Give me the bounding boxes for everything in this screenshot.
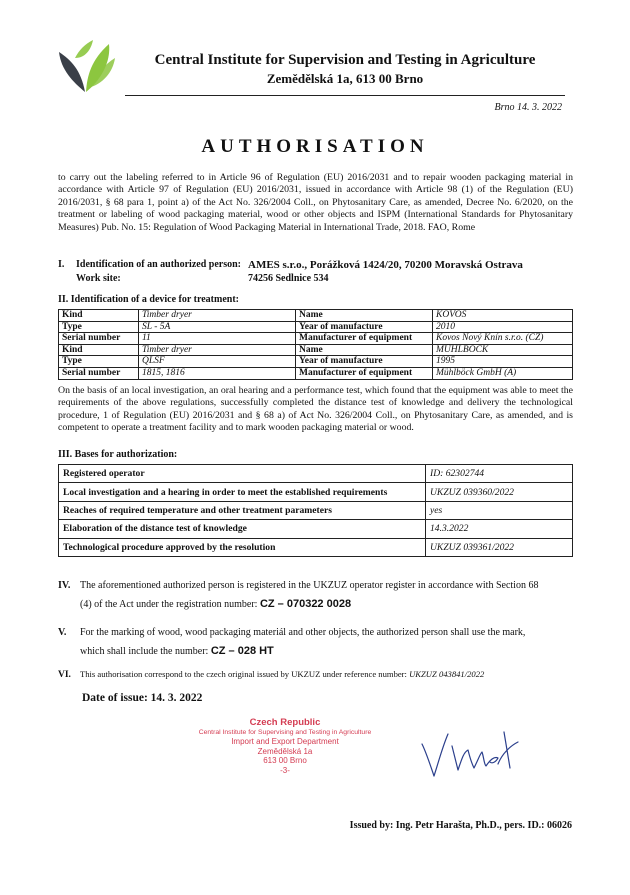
header-divider — [125, 95, 565, 96]
basis-label: Elaboration of the distance test of knowledge — [59, 520, 426, 538]
name-label: Name — [296, 344, 433, 356]
section-number: V. — [58, 627, 67, 638]
year-value: 1995 — [433, 356, 573, 368]
kind-label: Kind — [59, 310, 139, 322]
person-label: Identification of an authorized person: — [76, 259, 241, 270]
basis-label: Reaches of required temperature and other treatment parameters — [59, 501, 426, 519]
original-reference-text: This authorisation correspond to the czech original issued by UKZUZ under reference number: — [80, 669, 407, 679]
table-row — [59, 520, 573, 538]
type-label: Type — [59, 356, 139, 368]
registration-number: CZ – 070322 0028 — [259, 598, 352, 610]
section-number: VI. — [58, 670, 71, 680]
original-reference-number: UKZUZ 043841/2022 — [409, 669, 485, 679]
stamp-line: Import and Export Department — [231, 737, 339, 747]
table-row — [59, 333, 573, 345]
signature-icon — [418, 724, 523, 782]
table-row — [59, 465, 573, 483]
type-label: Type — [59, 321, 139, 333]
kind-label: Kind — [59, 344, 139, 356]
registration-text-1: The aforementioned authorized person is registered in the UKZUZ operator register in accordance with Section 68 — [80, 580, 539, 591]
stamp-line: Central Institute for Supervising and Testing in Agriculture — [198, 728, 372, 736]
section-number: I. — [58, 259, 65, 270]
institute-name: Central Institute for Supervision and Testing in Agriculture — [154, 52, 536, 68]
basis-value: 14.3.2022 — [426, 520, 573, 538]
issued-by: Issued by: Ing. Petr Harašta, Ph.D., pers. ID.: 06026 — [349, 820, 572, 831]
basis-value: UKZUZ 039361/2022 — [426, 538, 573, 556]
year-value: 2010 — [433, 321, 573, 333]
maker-value: Kovos Nový Knín s.r.o. (CZ) — [433, 333, 573, 345]
document-title: AUTHORISATION — [201, 136, 429, 157]
stamp-line: Zemědělská 1a — [257, 746, 313, 756]
name-value: KOVOS — [433, 310, 573, 322]
maker-label: Manufacturer of equipment — [296, 367, 433, 379]
serial-label: Serial number — [59, 367, 139, 379]
section-number: IV. — [58, 580, 71, 591]
section-bases-heading: III. Bases for authorization: — [58, 449, 178, 460]
basis-value: UKZUZ 039360/2022 — [426, 483, 573, 501]
marking-text-1: For the marking of wood, wood packaging materiál and other objects, the authorized person shall use the mark, — [80, 627, 526, 638]
kind-value: Timber dryer — [139, 344, 296, 356]
stamp-line: 613 00 Brno — [263, 756, 307, 766]
basis-paragraph: On the basis of an local investigation, an oral hearing and a performance test, which found that the equipment was able to meet the requirements of the above regulations, successfully completed the distance test of knowledge and delivery the technological procedure, 1 of Regulation (EU) 2016/2031 and § 68 a) of Act No. 326/2004 Coll., on Phytosanitary Care, as amended, and is competent to operate a treatment facility and to mark wooden packaging material or wood. — [58, 385, 573, 433]
serial-value: 1815, 1816 — [139, 367, 296, 379]
table-row — [59, 538, 573, 556]
official-stamp — [190, 718, 380, 776]
intro-paragraph: to carry out the labeling referred to in Article 96 of Regulation (EU) 2016/2031 and to repair wooden packaging material in accordance with Article 97 of Regulation (EU) 2016/2031, issued in accordance with Article 98 (1) of the Regulation (EU) 2016/2031, § 68 para 1, point a) of the Act No. 326/2004 Coll., on Phytosanitary Care, as amended, Decree No. 6/2020, on the treatment or labeling of wood packaging material, wood or other objects and ISPM (International Standards for Phytosanitary Measures) Pub. No. 15: Regulation of Wood Packaging Material in International Trade, 2018. FAO, Rome — [58, 172, 573, 233]
table-row — [59, 367, 573, 379]
basis-label: Registered operator — [59, 465, 426, 483]
site-value: 74256 Sedlnice 534 — [248, 273, 329, 284]
mark-number: CZ – 028 HT — [210, 645, 274, 657]
maker-label: Manufacturer of equipment — [296, 333, 433, 345]
place-date: Brno 14. 3. 2022 — [494, 102, 562, 113]
bases-table — [58, 464, 573, 557]
name-label: Name — [296, 310, 433, 322]
table-row — [59, 344, 573, 356]
year-label: Year of manufacture — [296, 356, 433, 368]
basis-label: Technological procedure approved by the resolution — [59, 538, 426, 556]
leaf-logo-icon — [55, 38, 117, 94]
type-value: QLSF — [139, 356, 296, 368]
type-value: SL - 5A — [139, 321, 296, 333]
year-label: Year of manufacture — [296, 321, 433, 333]
maker-value: Mühlböck GmbH (A) — [433, 367, 573, 379]
marking-text-2: which shall include the number: — [80, 646, 209, 657]
section-registration — [58, 576, 578, 614]
table-row — [59, 321, 573, 333]
devices-table — [58, 309, 573, 380]
table-row — [59, 310, 573, 322]
basis-value: ID: 62302744 — [426, 465, 573, 483]
section-original-reference — [58, 669, 578, 680]
registration-text-2: (4) of the Act under the registration number: — [80, 599, 258, 610]
person-value: AMES s.r.o., Porážková 1424/20, 70200 Moravská Ostrava — [248, 259, 523, 271]
institute-address: Zemědělská 1a, 613 00 Brno — [266, 71, 424, 86]
section-authorized-person — [58, 258, 578, 286]
site-label: Work site: — [76, 273, 121, 284]
table-row — [59, 356, 573, 368]
name-value: MÜHLBÖCK — [433, 344, 573, 356]
stamp-line: -3- — [280, 765, 290, 775]
section-devices-heading: II. Identification of a device for treatment: — [58, 294, 239, 305]
table-row — [59, 501, 573, 519]
kind-value: Timber dryer — [139, 310, 296, 322]
stamp-line: Czech Republic — [249, 717, 321, 728]
basis-value: yes — [426, 501, 573, 519]
issue-date: Date of issue: 14. 3. 2022 — [82, 692, 203, 704]
table-row — [59, 483, 573, 501]
serial-label: Serial number — [59, 333, 139, 345]
serial-value: 11 — [139, 333, 296, 345]
section-marking — [58, 623, 578, 661]
basis-label: Local investigation and a hearing in order to meet the established requirements — [59, 483, 426, 501]
